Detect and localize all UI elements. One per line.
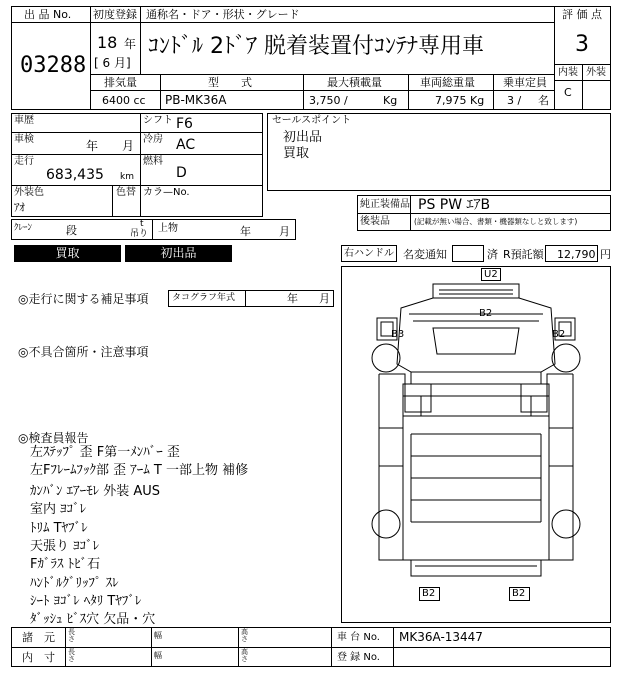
shift-value: F6 (176, 116, 193, 132)
damage-b3: B3 (391, 329, 405, 340)
interior-label: 内装 (558, 67, 578, 78)
reg-label-line (90, 22, 554, 23)
sales-point-label: セールスポイント (272, 115, 352, 126)
max-load-value: 3,750 / (309, 94, 348, 107)
spec-div-4 (493, 74, 494, 110)
inspector-line-6: 天張り ﾖｺﾞﾚ (30, 539, 100, 554)
mileage-value: 683,435 (46, 167, 104, 183)
left-line-3 (11, 185, 263, 186)
color-value: ｱｵ (14, 201, 25, 214)
tacho-year: 年 (287, 292, 298, 305)
tacho-label: タコグラフ年式 (172, 293, 236, 303)
reg-divider (140, 6, 141, 74)
options-mid-line (357, 213, 611, 214)
steering-value: 右ハンドル (344, 248, 394, 259)
footer-div-1 (65, 627, 66, 667)
inspector-line-5: ﾄﾘﾑ Tﾔﾌﾞﾚ (30, 521, 88, 536)
crane-ton: t (140, 219, 144, 229)
gvw-label: 車両総重量 (420, 76, 475, 89)
damage-u2: U2 (484, 269, 498, 280)
reg-no-label: 登 録 No. (337, 652, 380, 663)
color-code-label: 色替 (116, 187, 136, 198)
model-code-label: 型 式 (208, 76, 252, 89)
inspector-line-7: Fｶﾞﾗｽ ﾄﾋﾞ石 (30, 557, 101, 572)
grade-label: 評 価 点 (562, 8, 602, 21)
first-reg-label: 初度登録 (93, 8, 137, 21)
lot-no: 03288 (20, 53, 87, 78)
inspector-line-1: 左ｽﾃｯﾌﾟ 歪 F第一ﾒﾝﾊﾞｰ 歪 (30, 445, 180, 460)
model-code-value: PB-MK36A (165, 93, 227, 107)
footer-mid-line (11, 647, 611, 648)
inspector-line-8: ﾊﾝﾄﾞﾙｸﾞﾘｯﾌﾟ ｽﾚ (30, 576, 119, 591)
dims-length-label: 長さ (68, 628, 75, 643)
damage-b2-right: B2 (552, 329, 566, 340)
int-width-label: 幅 (154, 651, 162, 660)
ac-value: AC (176, 137, 196, 153)
inspector-line-3: ｶﾝﾊﾞﾝ ｴｱｰﾓﾚ 外装 AUS (30, 484, 161, 499)
upper-year: 年 (240, 225, 251, 238)
upper-label: 上物 (158, 223, 178, 234)
left-line-2 (11, 154, 263, 155)
int-height-label: 高さ (241, 648, 248, 663)
ac-label: 冷房 (143, 134, 163, 145)
crane-frame (11, 219, 296, 240)
sales-point-line-2: 買取 (283, 146, 310, 161)
crane-hook: 吊り (130, 229, 149, 239)
inspector-label: ◎検査員報告 (18, 431, 89, 445)
crane-div (152, 219, 153, 240)
footer-div-2 (151, 627, 152, 667)
int-length-label: 長さ (68, 648, 75, 663)
dims-height-label: 高さ (241, 628, 248, 643)
chassis-value: MK36A-13447 (399, 630, 483, 644)
crane-stage: 段 (66, 224, 77, 237)
max-load-unit: Kg (383, 94, 398, 107)
inspector-line-9: ｼｰﾄ ﾖｺﾞﾚ ﾍﾀﾘ Tﾔﾌﾞﾚ (30, 594, 142, 609)
spec-div-2 (303, 74, 304, 110)
left-info-frame (11, 113, 263, 217)
history-label: 車歴 (14, 115, 34, 126)
fuel-value: D (176, 165, 187, 181)
lot-label-line (11, 22, 90, 23)
reg-year: 18 (97, 33, 118, 52)
interior-value: C (564, 86, 572, 99)
inspection-label: 車検 (14, 134, 34, 145)
capacity-value: 3 / (507, 94, 522, 107)
shift-label: シフト (143, 115, 173, 126)
mileage-label: 走行 (14, 156, 34, 167)
capacity-unit: 名 (538, 94, 549, 107)
damage-b2-br: B2 (512, 588, 526, 599)
max-load-label: 最大積載量 (327, 76, 382, 89)
equip-value: PS PW ｴｱB (418, 197, 491, 213)
tag-first-listing: 初出品 (125, 245, 232, 262)
model-label: 通称名・ドア・形状・グレード (146, 8, 300, 21)
model-name: ｺﾝﾄﾞﾙ 2ﾄﾞｱ 脱着装置付ｺﾝﾃﾅ専用車 (148, 34, 484, 59)
check-mark: 済 (487, 248, 498, 261)
int-ext-divider (582, 64, 583, 110)
displacement-value: 6400 cc (102, 94, 146, 107)
options-div (410, 195, 411, 231)
exterior-label: 外装 (586, 67, 606, 78)
color-label: 外装色 (14, 187, 44, 198)
spec-div-1 (160, 74, 161, 110)
chassis-label: 車 台 No. (337, 632, 380, 643)
name-change-label: 名変通知 (403, 248, 447, 261)
color-div (112, 185, 113, 217)
grade-divider (554, 6, 555, 110)
inspection-month: 月 (122, 139, 135, 153)
footer-div-4 (331, 627, 332, 667)
defect-label: ◎不具合箇所・注意事項 (18, 345, 149, 359)
reg-month: [ 6 月] (94, 56, 131, 70)
capacity-label: 乗車定員 (503, 76, 547, 89)
inspector-line-10: ﾀﾞｯｼｭ ﾋﾞｽ穴 欠品・穴 (30, 612, 156, 627)
tag-buyout: 買取 (14, 245, 121, 262)
damage-b2-top: B2 (479, 308, 493, 319)
upper-month: 月 (279, 225, 290, 238)
yen-label: 円 (600, 248, 611, 261)
name-change-box[interactable] (452, 245, 484, 262)
tacho-month: 月 (319, 292, 330, 305)
inspection-year: 年 (86, 139, 99, 153)
left-line-1 (11, 132, 263, 133)
reg-year-unit: 年 (124, 37, 137, 51)
color-no-label: カラ—No. (143, 187, 190, 198)
truck-diagram (341, 266, 611, 623)
footer-div-3 (238, 627, 239, 667)
running-label: ◎走行に関する補足事項 (18, 292, 149, 306)
dims-width-label: 幅 (154, 631, 162, 640)
fuel-label: 燃料 (143, 156, 163, 167)
dims-label: 諸 元 (22, 631, 55, 644)
crane-label: ｸﾚｰﾝ (14, 223, 33, 233)
r-value: 12,790 (557, 248, 596, 261)
after-label: 後装品 (360, 216, 390, 227)
lot-no-label: 出 品 No. (24, 8, 72, 21)
sales-point-line-1: 初出品 (283, 130, 323, 145)
grade-value: 3 (575, 32, 589, 57)
after-note: (記載が無い場合、書類・機器類なしと致します) (414, 217, 578, 226)
equip-label: 純正装備品 (360, 199, 410, 210)
footer-div-5 (393, 627, 394, 667)
displacement-label: 排気量 (104, 76, 137, 89)
interior-dims-label: 内 寸 (22, 651, 55, 664)
int-ext-line (554, 80, 611, 81)
tacho-div (245, 290, 246, 307)
r-label: R預託額 (503, 248, 544, 261)
spec-div-3 (408, 74, 409, 110)
damage-b2-bl: B2 (422, 588, 436, 599)
inspector-line-4: 室内 ﾖｺﾞﾚ (30, 502, 87, 517)
mileage-unit: km (120, 172, 134, 182)
inspector-line-2: 左Fﾌﾚｰﾑﾌｯｸ部 歪 ｱｰﾑ T 一部上物 補修 (30, 463, 249, 478)
left-info-div (140, 113, 141, 217)
gvw-value: 7,975 Kg (435, 94, 485, 107)
